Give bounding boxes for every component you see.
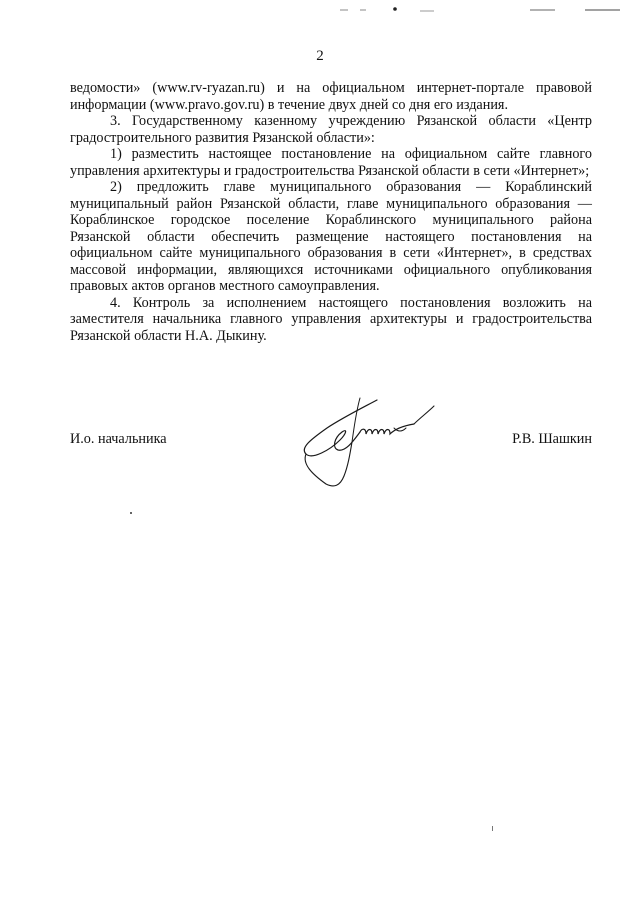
paragraph-item-4: 4. Контроль за исполнением настоящего постановления возложить на заместителя начальника главного управления архитектуры и градостроительства Рязанской области Н.А. Дыкину.	[70, 294, 592, 344]
paragraph-subitem-1: 1) разместить настоящее постановление на официальном сайте главного управления архитектуры и градостроительства Рязанской области в сети «Интернет»;	[70, 146, 592, 179]
document-body	[70, 80, 592, 344]
paragraph-item-3: 3. Государственному казенному учреждению Рязанской области «Центр градостроительного развития Рязанской области»:	[70, 113, 592, 146]
paragraph-subitem-2: 2) предложить главе муниципального образования — Кораблинский муниципальный район Рязанской области, главе муниципального образования — Кораблинское городское поселение Кораблинского муниципального района Рязанской области обеспечить размещение настоящего постановления на официальном сайте муниципального образования в сети «Интернет», в средствах массовой информации, являющихся источниками официального опубликования правовых актов органов местного самоуправления.	[70, 179, 592, 294]
page-number: 2	[316, 48, 324, 64]
scan-speck	[130, 512, 132, 514]
scan-artifact-marks	[330, 6, 630, 14]
signature-block	[70, 431, 592, 451]
scan-speck	[492, 826, 493, 831]
signatory-title: И.о. начальника	[70, 431, 167, 447]
signatory-name: Р.В. Шашкин	[512, 431, 592, 447]
paragraph-continuation: ведомости» (www.rv-ryazan.ru) и на официальном интернет-портале правовой информации (www.pravo.gov.ru) в течение двух дней со дня его издания.	[70, 80, 592, 113]
